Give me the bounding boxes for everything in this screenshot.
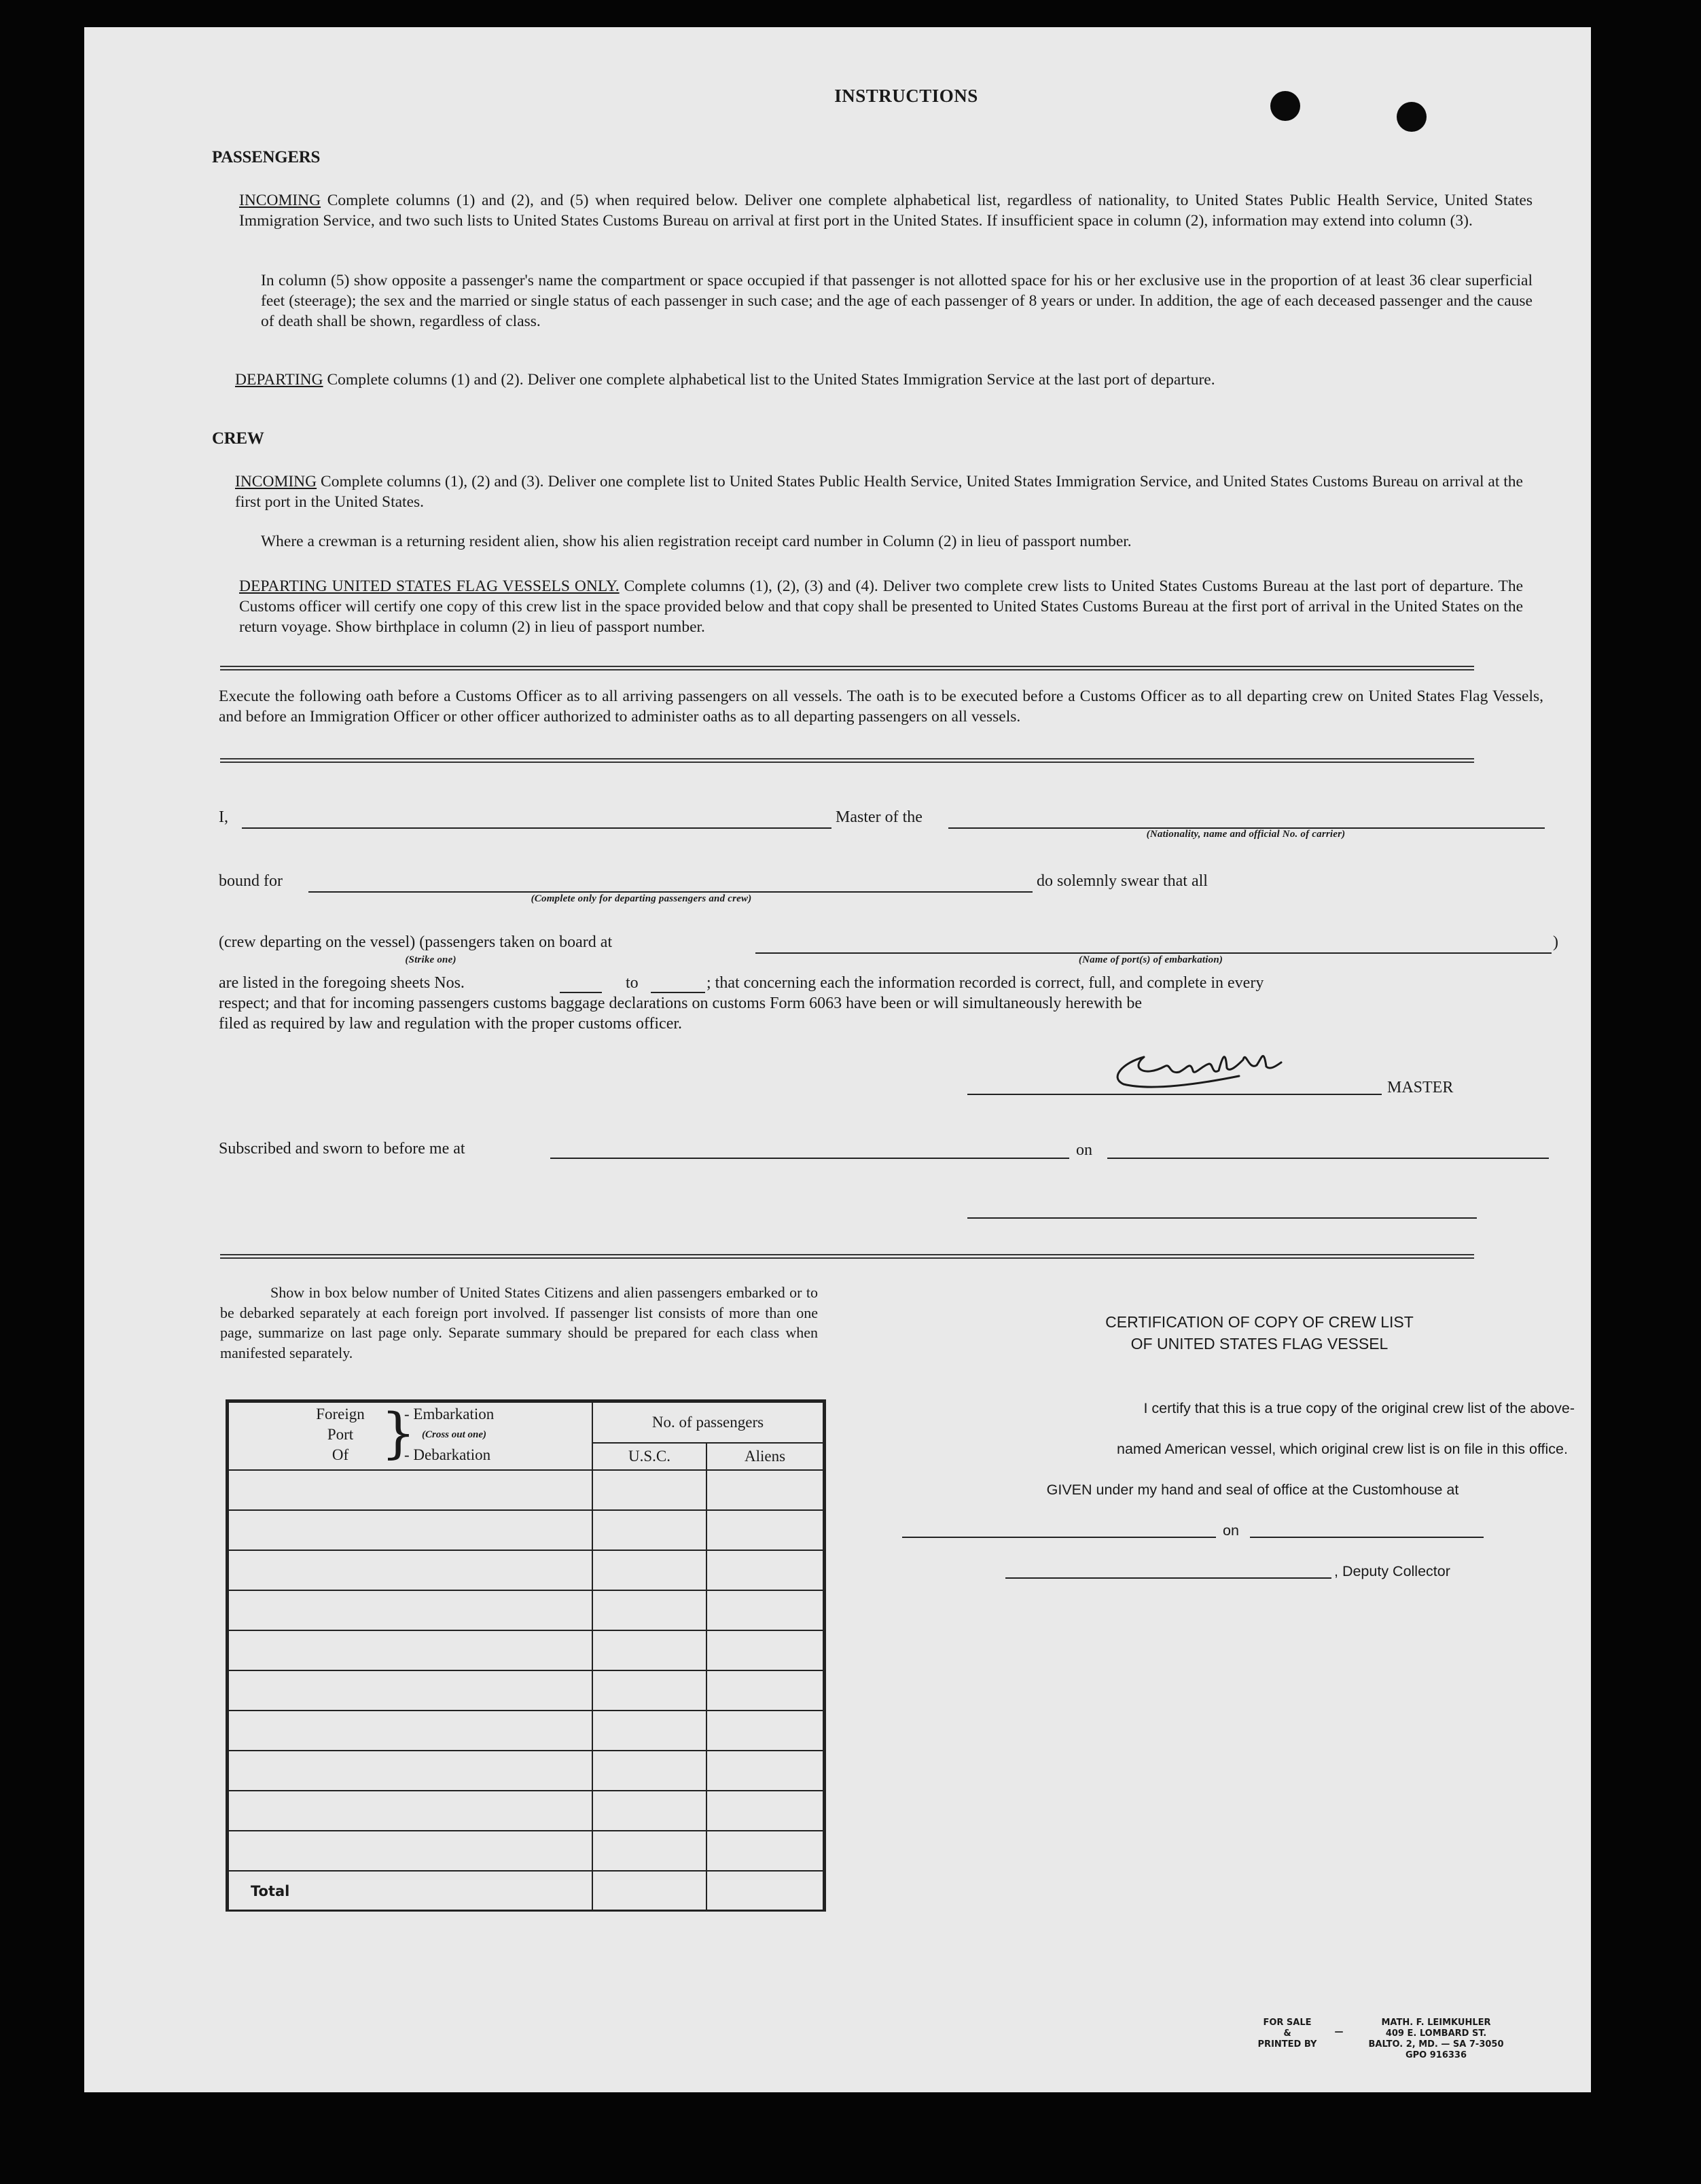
port-cell[interactable] [228,1470,592,1510]
port-header-cell [228,1402,592,1470]
port-cell[interactable] [228,1791,592,1831]
incoming-lead: INCOMING [239,192,321,209]
sworn-date-field[interactable] [1107,1158,1549,1159]
usc-cell[interactable] [592,1711,706,1751]
master-label: MASTER [1387,1079,1454,1096]
aliens-cell[interactable] [706,1751,823,1791]
printer-left: FOR SALE & PRINTED BY [1257,2018,1317,2049]
customhouse-field[interactable] [902,1537,1216,1538]
foreign-label: Foreign [316,1406,365,1422]
usc-cell[interactable] [592,1630,706,1670]
deputy-collector-label: , Deputy Collector [1334,1563,1450,1579]
departing-lead: DEPARTING [235,371,323,389]
port-cell[interactable] [228,1550,592,1590]
total-label: Total [228,1871,592,1911]
aliens-cell[interactable] [706,1590,823,1630]
listed-continued: ; that concerning each the information recorded is correct, full, and complete in every [706,974,1264,992]
cert-on-label: on [1223,1522,1239,1539]
crew-resident: Where a crewman is a returning resident alien, show his alien registration receipt card number in Column (2) in lieu of passport number. [261,533,1132,550]
punch-hole [1397,102,1427,132]
divider [220,758,1474,763]
cert-line2: named American vessel, which original crew list is on file in this office. [1116,1441,1568,1457]
swear-text: do solemnly swear that all [1037,872,1208,890]
brace: } [381,1401,416,1465]
port-of-embarkation-field[interactable] [755,952,1552,954]
cert-date-field[interactable] [1250,1537,1484,1538]
master-signature [1103,1037,1361,1094]
usc-cell[interactable] [592,1670,706,1711]
divider [220,1254,1474,1259]
usc-cell[interactable] [592,1470,706,1510]
bound-for-label: bound for [219,872,283,890]
bound-for-field[interactable] [308,891,1033,893]
crew-incoming [235,471,1523,512]
port-cell[interactable] [228,1590,592,1630]
usc-cell[interactable] [592,1831,706,1871]
oath-line3: filed as required by law and regulation with the proper customs officer. [219,1015,683,1033]
crew-departing-text: Complete columns (1), (2), (3) and (4). Deliver two complete crew lists to United States Customs Bureau at the last port of departure. The Customs officer will certify one copy of this crew list in the space provided below and that copy shall be presented to United States Customs Bureau at the first port of arrival in the United States on the return voyage. Show birthplace in column (2) in lieu of passport number. [239,577,1523,636]
cert-title-line2: OF UNITED STATES FLAG VESSEL [1130,1335,1389,1353]
officer-signature-line[interactable] [967,1217,1477,1219]
aliens-cell[interactable] [706,1470,823,1510]
crew-departing [239,576,1523,637]
divider [220,666,1474,670]
aliens-total-cell[interactable] [706,1871,823,1911]
usc-cell[interactable] [592,1550,706,1590]
aliens-cell[interactable] [706,1510,823,1550]
port-note: (Name of port(s) of embarkation) [1078,954,1223,965]
port-cell[interactable] [228,1670,592,1711]
form-page [84,27,1591,2092]
crew-passengers-text: (crew departing on the vessel) (passengers taken on board at [219,933,613,951]
aliens-cell[interactable] [706,1630,823,1670]
incoming-text: Complete columns (1) and (2), and (5) when required below. Deliver one complete alphabetical list, regardless of nationality, to United States Public Health Service, United States Immigration Service, and two such lists to United States Customs Bureau on arrival at first port in the United States. If insufficient space in column (2), information may extend into column (3). [239,192,1533,230]
nationality-note: (Nationality, name and official No. of carrier) [1146,829,1346,840]
usc-header: U.S.C. [592,1443,706,1470]
cross-out-note: (Cross out one) [422,1429,487,1440]
port-label: Port [327,1426,354,1443]
master-of-label: Master of the [836,808,923,826]
cert-title-line1: CERTIFICATION OF COPY OF CREW LIST [1105,1313,1414,1331]
sworn-on-label: on [1076,1141,1092,1159]
printer-dash: — [1334,2027,1344,2037]
master-signature-line[interactable] [967,1094,1382,1095]
crew-departing-lead: DEPARTING UNITED STATES FLAG VESSELS ONLY. [239,577,620,595]
certification-title [954,1311,1565,1355]
aliens-cell[interactable] [706,1550,823,1590]
usc-cell[interactable] [592,1791,706,1831]
crew-incoming-lead: INCOMING [235,473,317,490]
crew-incoming-text: Complete columns (1), (2) and (3). Deliver one complete list to United States Public Health Service, United States Immigration Service, and United States Customs Bureau on arrival at the first port in the United States. [235,473,1523,511]
aliens-cell[interactable] [706,1791,823,1831]
punch-hole [1270,91,1300,121]
aliens-cell[interactable] [706,1711,823,1751]
usc-cell[interactable] [592,1590,706,1630]
oath-intro: Execute the following oath before a Customs Officer as to all arriving passengers on all vessels. The oath is to be executed before a Customs Officer as to all departing crew on United States Flag Vessels, and before an Immigration Officer or other officer authorized to administer oaths as to all departing passengers on all vessels. [219,687,1543,726]
listed-text: are listed in the foregoing sheets Nos. [219,974,465,992]
listed-to: to [626,974,639,992]
passenger-summary-table [226,1399,826,1912]
oath-i-label: I, [219,808,228,826]
usc-cell[interactable] [592,1510,706,1550]
port-cell[interactable] [228,1751,592,1791]
aliens-header: Aliens [706,1443,823,1470]
passengers-departing [235,370,1533,390]
port-cell[interactable] [228,1630,592,1670]
usc-total-cell[interactable] [592,1871,706,1911]
no-passengers-header: No. of passengers [592,1402,823,1443]
passengers-heading: PASSENGERS [212,148,321,166]
aliens-cell[interactable] [706,1831,823,1871]
departing-text: Complete columns (1) and (2). Deliver one complete alphabetical list to the United States Immigration Service at the last port of departure. [323,371,1215,389]
sworn-place-field[interactable] [550,1158,1069,1159]
cert-line3: GIVEN under my hand and seal of office at the Customhouse at [1046,1482,1459,1498]
aliens-cell[interactable] [706,1670,823,1711]
debarkation-label: - Debarkation [404,1446,491,1463]
usc-cell[interactable] [592,1751,706,1791]
cert-line1: I certify that this is a true copy of the original crew list of the above- [1143,1400,1575,1416]
embarkation-label: - Embarkation [404,1406,495,1422]
port-cell[interactable] [228,1831,592,1871]
close-paren: ) [1553,933,1558,951]
passengers-column5: In column (5) show opposite a passenger's name the compartment or space occupied if that passenger is not allotted space for his or her exclusive use in the proportion of at least 36 clear superficial feet (steerage); the sex and the married or single status of each passenger in such case; and the age of each passenger of 8 years or under. In addition, the age of each deceased passenger and the cause of death shall be shown, regardless of class. [261,272,1533,330]
oath-line2: respect; and that for incoming passengers customs baggage declarations on customs Form 6063 have been or will simultaneously herewith be [219,995,1142,1012]
complete-note: (Complete only for departing passengers and crew) [531,893,752,904]
port-cell[interactable] [228,1711,592,1751]
port-cell[interactable] [228,1510,592,1550]
subscribed-label: Subscribed and sworn to before me at [219,1140,465,1158]
master-name-field[interactable] [242,827,831,829]
deputy-collector-field[interactable] [1005,1577,1331,1579]
summary-instructions: Show in box below number of United States Citizens and alien passengers embarked or to be debarked separately at each foreign port involved. If passenger list consists of more than one page, summarize on last page only. Separate summary should be prepared for each class when manifested separately. [220,1284,818,1361]
strike-note: (Strike one) [405,954,456,965]
of-label: Of [332,1446,349,1463]
crew-heading: CREW [212,429,264,448]
page-title: INSTRUCTIONS [834,86,978,106]
passengers-incoming [239,190,1533,231]
printer-right: MATH. F. LEIMKUHLER 409 E. LOMBARD ST. BALTO. 2, MD. — SA 7-3050 GPO 916336 [1368,2018,1504,2060]
